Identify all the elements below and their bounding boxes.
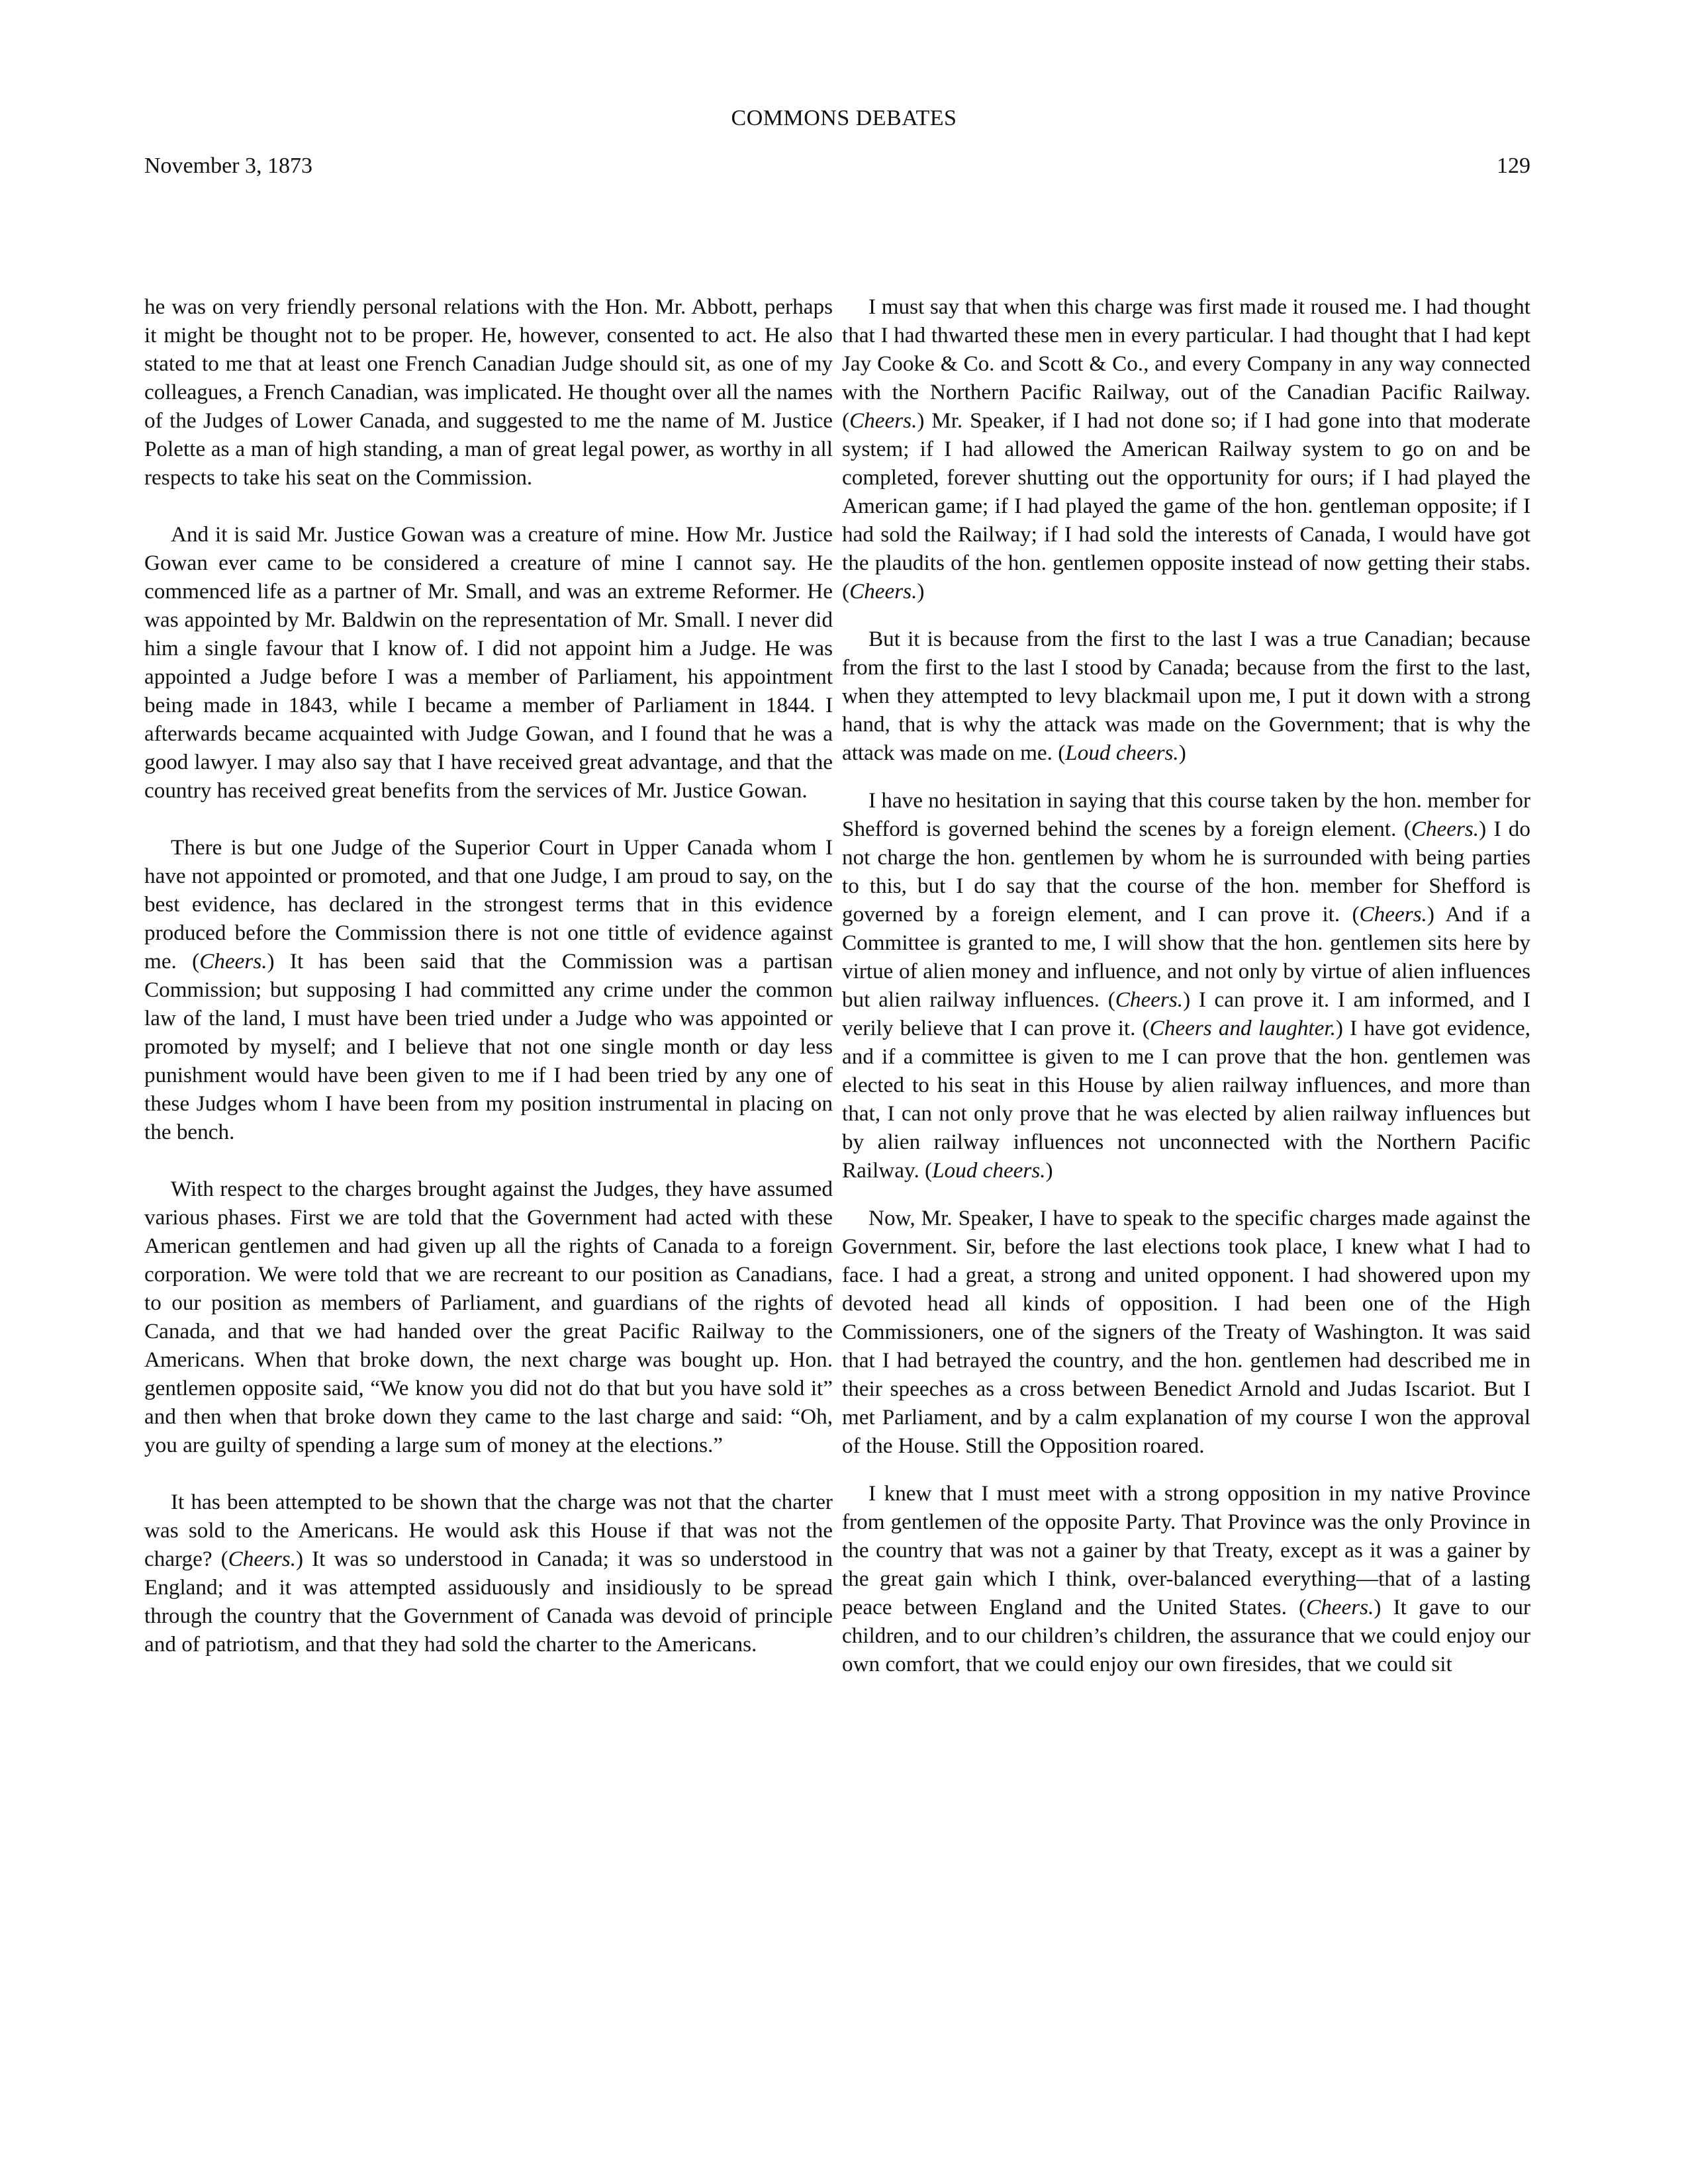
paragraph-text: But it is because from the first to the last I was a true Canadian; because from the first to the last I stood by Canada; because from the first to the last, when they attempted to levy blackmail upon me, I put it down with a strong hand, that is why the attack was made on the Government; that is why the attack was made on me. ( bbox=[842, 627, 1530, 765]
page-number: 129 bbox=[1497, 154, 1530, 178]
stage-direction: Cheers. bbox=[1411, 817, 1479, 841]
stage-direction: Cheers. bbox=[1115, 987, 1184, 1012]
paragraph-text: I have no hesitation in saying that this course taken by the hon. member for Shefford is governed behind the scenes by a foreign element. ( bbox=[842, 788, 1530, 841]
paragraph-text: ) bbox=[1045, 1158, 1053, 1183]
right-column bbox=[842, 293, 1530, 1698]
stage-direction: Cheers. bbox=[1306, 1595, 1374, 1619]
stage-direction: Cheers. bbox=[199, 949, 267, 974]
paragraph-text: And it is said Mr. Justice Gowan was a creature of mine. How Mr. Justice Gowan ever came to be considered a creature of mine I cannot say. He commenced life as a partner of Mr. Small, and was an extreme Reformer. He was appointed by Mr. Baldwin on the representation of Mr. Small. I never did him a single favour that I know of. I did not appoint him a Judge. He was appointed a Judge before I was a member of Parliament, his appointment being made in 1843, while I became a member of Parliament in 1844. I afterwards became acquainted with Judge Gowan, and I found that he was a good lawyer. I may also say that I have received great advantage, and that the country has received great benefits from the services of Mr. Justice Gowan. bbox=[144, 522, 833, 803]
paragraph-text: It has been attempted to be shown that the charge was not that the charter was sold to the Americans. He would ask this House if that was not the charge? ( bbox=[144, 1490, 833, 1571]
paragraph-text: I knew that I must meet with a strong opposition in my native Province from gentlemen of the opposite Party. That Province was the only Province in the country that was not a gainer by that Treaty, except as it was a gainer by the great gain which I think, over-balanced everything—that of a lasting peace between England and the United States. ( bbox=[842, 1481, 1530, 1619]
paragraph-text: ) Mr. Speaker, if I had not done so; if I had gone into that moderate system; if I had allowed the American Railway system to go on and be completed, forever shutting out the opportunity for ours; if I had played the American game; if I had played the game of the hon. gentleman opposite; if I had sold the Railway; if I had sold the interests of Canada, I would have got the plaudits of the hon. gentlemen opposite instead of now getting their stabs. ( bbox=[842, 408, 1530, 604]
paragraph bbox=[144, 833, 833, 1146]
paragraph-text: ) It gave to our children, and to our children’s children, the assurance that we could enjoy our own comfort, that we could enjoy our own firesides, that we could sit bbox=[842, 1595, 1530, 1676]
stage-direction: Cheers and laughter. bbox=[1149, 1016, 1336, 1040]
paragraph bbox=[842, 1479, 1530, 1678]
paragraph-text: ) And if a Committee is granted to me, I will show that the hon. gentlemen sits here by virtue of alien money and influence, and not only by virtue of alien influences but alien railway influences. ( bbox=[842, 902, 1530, 1012]
paragraph bbox=[842, 1204, 1530, 1460]
paragraph-text: There is but one Judge of the Superior Court in Upper Canada whom I have not appointed or promoted, and that one Judge, I am proud to say, on the best evidence, has declared in the strongest terms that in this evidence produced before the Commission there is not one tittle of evidence against me. ( bbox=[144, 835, 833, 974]
paragraph-text: ) It has been said that the Commission was a partisan Commission; but supposing I had committed any crime under the common law of the land, I must have been tried under a Judge who was appointed or promoted by myself; and I believe that not one single month or day less punishment would have been given to me if I had been tried by any one of these Judges whom I have been from my position instrumental in placing on the bench. bbox=[144, 949, 833, 1144]
paragraph-text: I must say that when this charge was first made it roused me. I had thought that I had thwarted these men in every particular. I had thought that I had kept Jay Cooke & Co. and Scott & Co., and every Company in any way connected with the Northern Pacific Railway, out of the Canadian Pacific Railway. ( bbox=[842, 295, 1530, 433]
paragraph-text: ) bbox=[917, 579, 925, 604]
page-date: November 3, 1873 bbox=[144, 154, 313, 178]
paragraph bbox=[842, 625, 1530, 767]
left-column bbox=[144, 293, 833, 1687]
stage-direction: Cheers. bbox=[1359, 902, 1427, 927]
paragraph-text: ) bbox=[1178, 741, 1186, 765]
paragraph-text: ) I can prove it. I am informed, and I verily believe that I can prove it. ( bbox=[842, 987, 1530, 1040]
paragraph-text: ) It was so understood in Canada; it was so understood in England; and it was attempted assiduously and insidiously to be spread through the country that the Government of Canada was devoid of principle and of patriotism, and that they had sold the charter to the Americans. bbox=[144, 1547, 833, 1657]
stage-direction: Loud cheers. bbox=[1065, 741, 1179, 765]
paragraph bbox=[144, 1488, 833, 1659]
paragraph bbox=[144, 520, 833, 805]
paragraph bbox=[144, 1175, 833, 1459]
paragraph-text: With respect to the charges brought against the Judges, they have assumed various phases. First we are told that the Government had acted with these American gentlemen and had given up all the rights of Canada to a foreign corporation. We were told that we are recreant to our position as Canadians, to our position as members of Parliament, and guardians of the rights of Canada, and that we had handed over the great Pacific Railway to the Americans. When that broke down, the next charge was bought up. Hon. gentlemen opposite said, “We know you did not do that but you have sold it” and then when that broke down they came to the last charge and said: “Oh, you are guilty of spending a large sum of money at the elections.” bbox=[144, 1177, 833, 1457]
stage-direction: Loud cheers. bbox=[932, 1158, 1046, 1183]
paragraph-text: ) I have got evidence, and if a committee is given to me I can prove that the hon. gentlemen was elected to his seat in this House by alien railway influences, and more than that, I can not only prove that he was elected by alien railway influences but by alien railway influences not unconnected with the Northern Pacific Railway. ( bbox=[842, 1016, 1530, 1183]
stage-direction: Cheers. bbox=[228, 1547, 296, 1571]
page-header-title: COMMONS DEBATES bbox=[731, 106, 957, 130]
paragraph bbox=[842, 293, 1530, 606]
paragraph-text: he was on very friendly personal relations with the Hon. Mr. Abbott, perhaps it might be thought not to be proper. He, however, consented to act. He also stated to me that at least one French Canadian Judge should sit, as one of my colleagues, a French Canadian, was implicated. He thought over all the names of the Judges of Lower Canada, and suggested to me the name of M. Justice Polette as a man of high standing, a man of great legal power, as worthy in all respects to take his seat on the Commission. bbox=[144, 295, 833, 490]
stage-direction: Cheers. bbox=[849, 579, 917, 604]
stage-direction: Cheers. bbox=[849, 408, 917, 433]
paragraph bbox=[842, 786, 1530, 1185]
paragraph-text: Now, Mr. Speaker, I have to speak to the specific charges made against the Government. Sir, before the last elections took place, I knew what I had to face. I had a great, a strong and united opponent. I had showered upon my devoted head all kinds of opposition. I had been one of the High Commissioners, one of the signers of the Treaty of Washington. It was said that I had betrayed the country, and the hon. gentlemen had described me in their speeches as a cross between Benedict Arnold and Judas Iscariot. But I met Parliament, and by a calm explanation of my course I won the approval of the House. Still the Opposition roared. bbox=[842, 1206, 1530, 1458]
paragraph-text: ) I do not charge the hon. gentlemen by whom he is surrounded with being parties to this, but I do say that the course of the hon. member for Shefford is governed by a foreign element, and I can prove it. ( bbox=[842, 817, 1530, 927]
paragraph bbox=[144, 293, 833, 492]
